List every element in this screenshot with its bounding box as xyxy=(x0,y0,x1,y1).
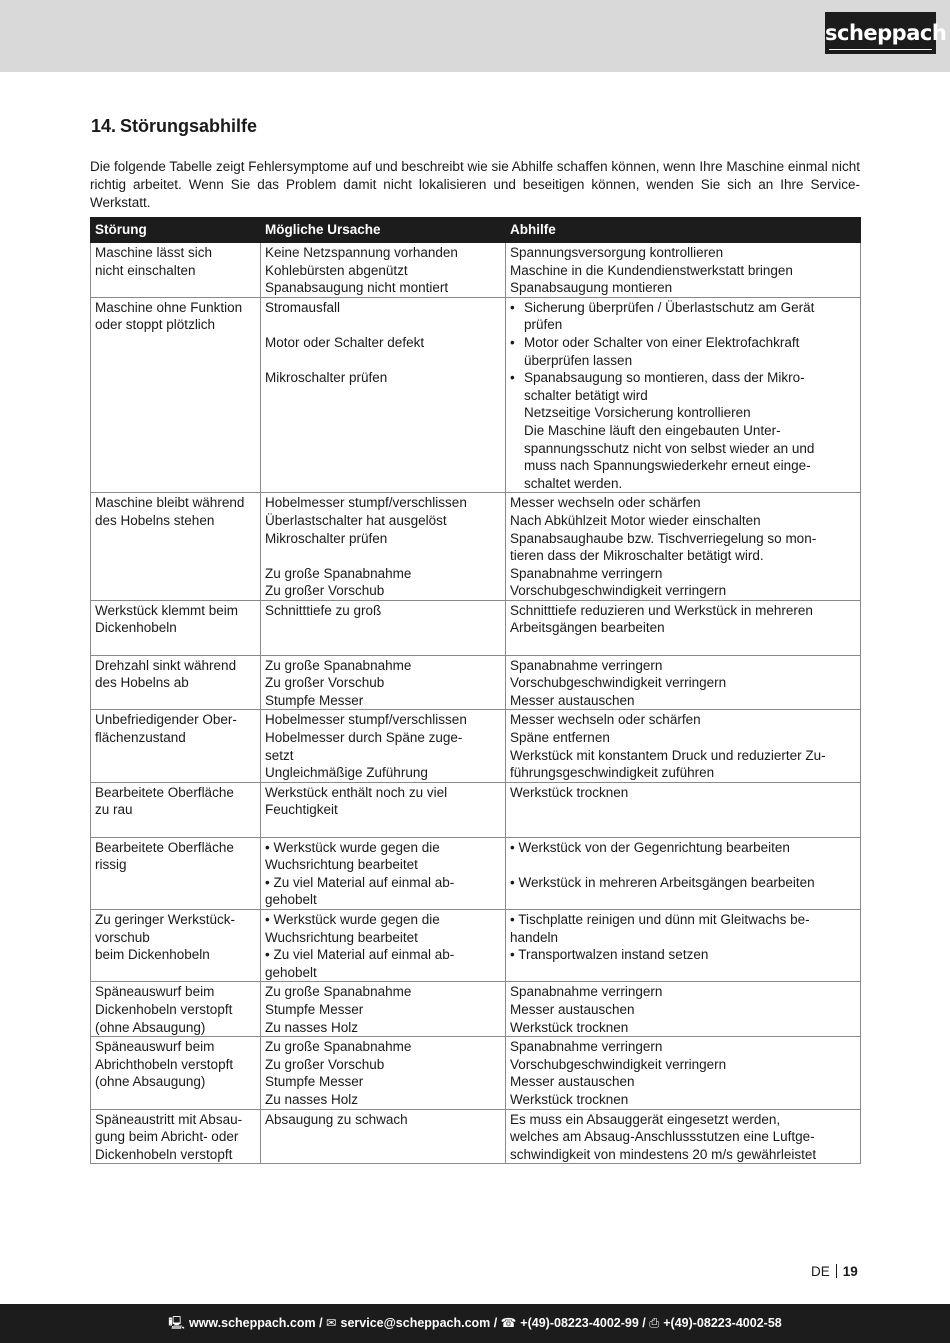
table-row xyxy=(91,982,861,1037)
cell-line: Maschine ohne Funktion xyxy=(95,299,243,315)
cell-line: • Werkstück in mehreren Arbeitsgängen bearbeiten xyxy=(510,874,815,890)
cell-line: Dickenhobeln verstopft xyxy=(95,1146,233,1162)
cell-line: flächenzustand xyxy=(95,730,186,746)
cell-line: Nach Abkühlzeit Motor wieder einschalten xyxy=(510,512,761,528)
cell-stoerung xyxy=(91,1037,261,1109)
cell-ursache xyxy=(261,493,506,601)
cell-line: Keine Netzspannung vorhanden xyxy=(265,245,458,260)
cell-line: muss nach Spannungswiederkehr erneut einge- xyxy=(524,458,811,474)
section-title xyxy=(91,116,257,137)
footer-fax[interactable]: +(49)-08223-4002-58 xyxy=(663,1316,782,1330)
cell-line: Hobelmesser durch Späne zuge- xyxy=(265,730,463,746)
bullet-line: schalter betätigt wird xyxy=(524,387,648,403)
cell-line: • Werkstück von der Gegenrichtung bearbeiten xyxy=(510,839,790,855)
cell-line: Werkstück trocknen xyxy=(510,784,629,800)
cell-abhilfe xyxy=(506,982,861,1037)
cell-line: spannungsschutz nicht von selbst wieder an und xyxy=(524,440,815,456)
bullet-line: Motor oder Schalter von einer Elektrofachkraft xyxy=(524,334,800,350)
cell-line: Zu geringer Werkstück- xyxy=(95,911,236,927)
cell-line: (ohne Absaugung) xyxy=(95,1019,206,1035)
cell-ursache xyxy=(261,710,506,782)
cell-line: des Hobelns ab xyxy=(95,675,189,691)
header-abhilfe: Abhilfe xyxy=(506,218,861,243)
cell-line: Zu große Spanabnahme xyxy=(265,565,412,581)
page-number-value: 19 xyxy=(842,1264,858,1279)
cell-line: Spanabnahme verringern xyxy=(510,1039,663,1055)
cell-stoerung xyxy=(91,493,261,601)
footer-phone[interactable]: +(49)-08223-4002-99 / xyxy=(520,1316,646,1330)
cell-stoerung xyxy=(91,243,261,298)
cell-ursache xyxy=(261,982,506,1037)
cell-abhilfe xyxy=(506,297,861,493)
cell-line: Spanabsaugung nicht montiert xyxy=(265,280,449,296)
table-row xyxy=(91,600,861,655)
cell-line: schwindigkeit von mindestens 20 m/s gewährleistet xyxy=(510,1146,817,1162)
cell-line: Werkstück klemmt beim xyxy=(95,602,239,618)
cell-line: Späneauswurf beim xyxy=(95,984,215,1000)
cell-line: Bearbeitete Oberfläche xyxy=(95,784,234,800)
cell-line: Schnitttiefe reduzieren und Werkstück in mehreren xyxy=(510,602,813,618)
cell-line xyxy=(265,547,501,565)
cell-line: Späne entfernen xyxy=(510,730,610,746)
cell-line: Absaugung zu schwach xyxy=(265,1111,408,1127)
cell-line: Spanabnahme verringern xyxy=(510,657,663,673)
cell-line: gehobelt xyxy=(265,892,317,908)
cell-line: Stumpfe Messer xyxy=(265,692,364,708)
troubleshooting-table xyxy=(90,217,861,1164)
cell-line: Hobelmesser stumpf/verschlissen xyxy=(265,495,467,511)
cell-abhilfe xyxy=(506,655,861,710)
cell-stoerung xyxy=(91,782,261,837)
footer-bar xyxy=(0,1304,950,1343)
cell-line: Messer wechseln oder schärfen xyxy=(510,495,701,511)
cell-line: Stumpfe Messer xyxy=(265,1001,364,1017)
header-band xyxy=(0,0,950,72)
cell-line xyxy=(95,637,256,655)
cell-ursache xyxy=(261,909,506,981)
cell-line: Werkstück trocknen xyxy=(510,1091,629,1107)
cell-line: tieren dass der Mikroschalter betätigt wird. xyxy=(510,548,764,564)
table-row xyxy=(91,837,861,909)
cell-line: Maschine bleibt während xyxy=(95,495,245,511)
cell-stoerung xyxy=(91,837,261,909)
cell-abhilfe xyxy=(506,782,861,837)
bullet-line: prüfen xyxy=(524,317,563,333)
cell-line: Zu große Spanabnahme xyxy=(265,657,412,673)
cell-line: Späneaustritt mit Absau- xyxy=(95,1111,243,1127)
table-row xyxy=(91,655,861,710)
cell-line: Werkstück enthält noch zu viel xyxy=(265,784,448,800)
cell-line: Schnitttiefe zu groß xyxy=(265,602,382,618)
bullet-line: Spanabsaugung so montieren, dass der Mikro- xyxy=(524,370,805,386)
cell-line: Spanabsaugung montieren xyxy=(510,280,673,296)
cell-line: oder stoppt plötzlich xyxy=(95,317,216,333)
cell-abhilfe xyxy=(506,710,861,782)
cell-stoerung xyxy=(91,909,261,981)
cell-line: Zu nasses Holz xyxy=(265,1019,359,1035)
cell-line: Abrichthobeln verstopft xyxy=(95,1056,234,1072)
cell-abhilfe xyxy=(506,837,861,909)
cell-line: Dickenhobeln verstopft xyxy=(95,1001,233,1017)
cell-ursache xyxy=(261,655,506,710)
cell-line: (ohne Absaugung) xyxy=(95,1074,206,1090)
cell-line: Maschine in die Kundendienstwerkstatt bringen xyxy=(510,262,793,278)
cell-line: Stumpfe Messer xyxy=(265,1074,364,1090)
cell-line: Arbeitsgängen bearbeiten xyxy=(510,620,665,636)
cell-abhilfe xyxy=(506,600,861,655)
cell-line: Späneauswurf beim xyxy=(95,1039,215,1055)
cell-line: Messer austauschen xyxy=(510,1074,635,1090)
cell-line: Ungleichmäßige Zuführung xyxy=(265,765,428,781)
cell-line: • Zu viel Material auf einmal ab- xyxy=(265,874,455,890)
header-ursache: Mögliche Ursache xyxy=(261,218,506,243)
cell-line: Stromausfall xyxy=(265,299,341,315)
cell-line: Spannungsversorgung kontrollieren xyxy=(510,245,724,260)
cell-line: schaltet werden. xyxy=(524,475,623,491)
cell-abhilfe xyxy=(506,243,861,298)
cell-line: Mikroschalter prüfen xyxy=(265,370,388,386)
cell-line: des Hobelns stehen xyxy=(95,512,215,528)
page-divider xyxy=(836,1264,837,1278)
footer-web[interactable]: www.scheppach.com / xyxy=(188,1316,323,1330)
cell-line: Messer wechseln oder schärfen xyxy=(510,712,701,728)
cell-ursache xyxy=(261,837,506,909)
cell-ursache xyxy=(261,243,506,298)
remedy-bullet xyxy=(510,299,856,334)
cell-abhilfe xyxy=(506,1109,861,1164)
cell-line: • Tischplatte reinigen und dünn mit Gleitwachs be- xyxy=(510,911,810,927)
cell-stoerung xyxy=(91,1109,261,1164)
cell-line: vorschub xyxy=(95,929,150,945)
cell-stoerung xyxy=(91,655,261,710)
cell-line: Zu große Spanabnahme xyxy=(265,1039,412,1055)
cell-line: Feuchtigkeit xyxy=(265,802,338,818)
cell-line: Kohlebürsten abgenützt xyxy=(265,262,408,278)
email-icon: ✉ xyxy=(326,1316,337,1330)
table-row xyxy=(91,493,861,601)
cell-abhilfe xyxy=(506,493,861,601)
cell-line: Drehzahl sinkt während xyxy=(95,657,237,673)
cell-ursache xyxy=(261,297,506,493)
table-header-row xyxy=(91,218,861,243)
table-row xyxy=(91,710,861,782)
table-row xyxy=(91,297,861,493)
cell-stoerung xyxy=(91,600,261,655)
cell-line: Wuchsrichtung bearbeitet xyxy=(265,929,418,945)
cell-ursache xyxy=(261,1037,506,1109)
cell-line: Unbefriedigender Ober- xyxy=(95,712,237,728)
cell-line: Spanabnahme verringern xyxy=(510,565,663,581)
cell-line: gung beim Abricht- oder xyxy=(95,1129,239,1145)
cell-line: Spanabsaughaube bzw. Tischverriegelung so mon- xyxy=(510,530,817,546)
bullet-line: überprüfen lassen xyxy=(524,352,633,368)
cell-line: Zu großer Vorschub xyxy=(265,675,385,691)
intro-paragraph: Die folgende Tabelle zeigt Fehlersymptome auf und beschreibt wie sie Abhilfe schaffen können, wenn Ihre Maschine einmal nicht richtig arbeitet. Wenn Sie das Problem damit nicht lokalisieren und beseitigen können, wenden Sie sich an Ihre Service-Werkstatt. xyxy=(90,159,860,210)
cell-ursache xyxy=(261,600,506,655)
cell-line: Messer austauschen xyxy=(510,692,635,708)
cell-line: • Zu viel Material auf einmal ab- xyxy=(265,947,455,963)
cell-line: Bearbeitete Oberfläche xyxy=(95,839,234,855)
cell-line xyxy=(265,316,501,334)
cell-line: welches am Absaug-Anschlussstutzen eine Luftge- xyxy=(510,1129,815,1145)
remedy-bullet xyxy=(510,369,856,404)
section-title-text: Störungsabhilfe xyxy=(120,116,258,136)
cell-line: Zu nasses Holz xyxy=(265,1091,359,1107)
cell-line: Motor oder Schalter defekt xyxy=(265,334,425,350)
cell-line: rissig xyxy=(95,857,127,873)
cell-line: Werkstück mit konstantem Druck und reduzierter Zu- xyxy=(510,747,826,763)
cell-line: beim Dickenhobeln xyxy=(95,947,210,963)
cell-line: Hobelmesser stumpf/verschlissen xyxy=(265,712,467,728)
cell-line: Zu große Spanabnahme xyxy=(265,984,412,1000)
cell-line: gehobelt xyxy=(265,964,317,980)
cell-line xyxy=(95,819,256,837)
table-row xyxy=(91,1109,861,1164)
cell-line xyxy=(265,352,501,370)
cell-line: Die Maschine läuft den eingebauten Unter- xyxy=(524,422,781,438)
page-lang: DE xyxy=(811,1264,830,1279)
cell-abhilfe xyxy=(506,1037,861,1109)
table-row xyxy=(91,782,861,837)
phone-icon: ☎ xyxy=(500,1316,517,1330)
cell-line: Netzseitige Vorsicherung kontrollieren xyxy=(524,405,751,421)
remedy-bullet xyxy=(510,334,856,369)
cell-line: Messer austauschen xyxy=(510,1001,635,1017)
table-row xyxy=(91,909,861,981)
cell-stoerung xyxy=(91,982,261,1037)
cell-ursache xyxy=(261,1109,506,1164)
page-number xyxy=(811,1264,858,1279)
cell-line: führungsgeschwindigkeit zuführen xyxy=(510,765,715,781)
cell-line: Vorschubgeschwindigkeit verringern xyxy=(510,675,727,691)
cell-line: Maschine lässt sich xyxy=(95,245,213,260)
cell-line: nicht einschalten xyxy=(95,262,196,278)
cell-line: Spanabnahme verringern xyxy=(510,984,663,1000)
cell-line: Vorschubgeschwindigkeit verringern xyxy=(510,1056,727,1072)
cell-line: Zu großer Vorschub xyxy=(265,583,385,599)
table-row xyxy=(91,1037,861,1109)
cell-stoerung xyxy=(91,710,261,782)
cell-line: setzt xyxy=(265,747,294,763)
cell-stoerung xyxy=(91,297,261,493)
section-number: 14. xyxy=(91,116,117,136)
cell-line: Vorschubgeschwindigkeit verringern xyxy=(510,583,727,599)
cell-line xyxy=(510,856,856,874)
cell-line: • Transportwalzen instand setzen xyxy=(510,947,709,963)
header-stoerung: Störung xyxy=(91,218,261,243)
scheppach-logo: scheppach xyxy=(825,12,936,54)
cell-line: Es muss ein Absauggerät eingesetzt werden, xyxy=(510,1111,781,1127)
table-row xyxy=(91,243,861,298)
bullet-line: Sicherung überprüfen / Überlastschutz am Gerät xyxy=(524,299,815,315)
cell-line: Wuchsrichtung bearbeitet xyxy=(265,857,418,873)
computer-icon: 🖳 xyxy=(168,1316,185,1330)
cell-line: zu rau xyxy=(95,802,133,818)
cell-line: Dickenhobeln xyxy=(95,620,177,636)
cell-line: Überlastschalter hat ausgelöst xyxy=(265,512,447,528)
cell-line: handeln xyxy=(510,929,559,945)
cell-abhilfe xyxy=(506,909,861,981)
cell-line: Werkstück trocknen xyxy=(510,1019,629,1035)
cell-ursache xyxy=(261,782,506,837)
fax-icon: ⎙ xyxy=(649,1316,660,1330)
cell-line: Mikroschalter prüfen xyxy=(265,530,388,546)
cell-line: Zu großer Vorschub xyxy=(265,1056,385,1072)
footer-email[interactable]: service@scheppach.com / xyxy=(340,1316,498,1330)
cell-line: • Werkstück wurde gegen die xyxy=(265,911,440,927)
cell-line: • Werkstück wurde gegen die xyxy=(265,839,440,855)
